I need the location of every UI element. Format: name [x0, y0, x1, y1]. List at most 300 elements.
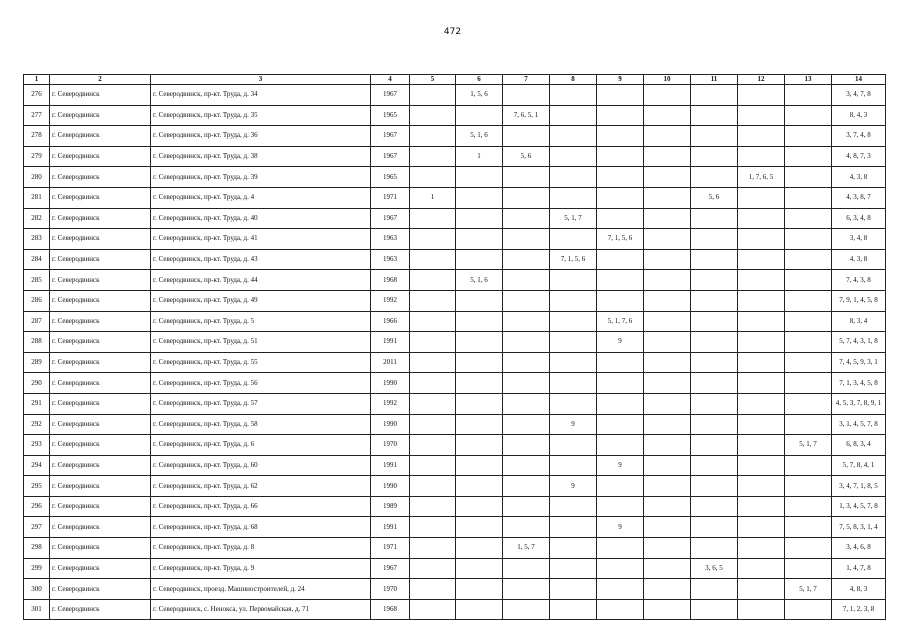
table-cell-col-5: [410, 85, 456, 106]
table-cell-col-11: [691, 270, 738, 291]
table-cell-col-4: 1965: [371, 105, 410, 126]
table-cell-col-4: 1967: [371, 126, 410, 147]
table-cell-col-12: [738, 311, 785, 332]
table-cell-col-6: [456, 496, 503, 517]
column-header-4: 4: [371, 75, 410, 85]
table-cell-col-14: 7, 1, 2, 3, 8: [832, 599, 886, 620]
table-cell-col-5: [410, 229, 456, 250]
table-cell-col-7: 5, 6: [503, 146, 550, 167]
table-cell-col-10: [644, 332, 691, 353]
table-cell-col-7: [503, 517, 550, 538]
table-cell-col-13: 5, 1, 7: [785, 435, 832, 456]
table-cell-col-3: г. Северодвинск, с. Ненокса, ул. Первомайская, д. 71: [151, 599, 371, 620]
table-cell-col-10: [644, 599, 691, 620]
table-cell-col-1: 301: [24, 599, 50, 620]
table-row: [24, 373, 886, 394]
table-cell-col-2: г. Северодвинск: [50, 187, 151, 208]
table-cell-col-1: 284: [24, 249, 50, 270]
table-cell-col-11: [691, 290, 738, 311]
table-cell-col-10: [644, 105, 691, 126]
table-cell-col-8: [550, 85, 597, 106]
column-header-8: 8: [550, 75, 597, 85]
table-cell-col-1: 291: [24, 393, 50, 414]
table-cell-col-1: 286: [24, 290, 50, 311]
table-cell-col-13: [785, 599, 832, 620]
table-cell-col-10: [644, 558, 691, 579]
table-cell-col-3: г. Северодвинск, пр-кт. Труда, д. 62: [151, 476, 371, 497]
table-cell-col-10: [644, 167, 691, 188]
table-cell-col-2: г. Северодвинск: [50, 167, 151, 188]
table-cell-col-2: г. Северодвинск: [50, 126, 151, 147]
table-cell-col-1: 279: [24, 146, 50, 167]
table-cell-col-14: 8, 3, 4: [832, 311, 886, 332]
table-cell-col-13: [785, 249, 832, 270]
table-cell-col-7: [503, 270, 550, 291]
table-cell-col-9: 9: [597, 455, 644, 476]
table-cell-col-1: 295: [24, 476, 50, 497]
table-cell-col-12: [738, 290, 785, 311]
table-cell-col-3: г. Северодвинск, пр-кт. Труда, д. 5: [151, 311, 371, 332]
table-cell-col-7: [503, 476, 550, 497]
table-cell-col-5: [410, 496, 456, 517]
table-cell-col-5: [410, 105, 456, 126]
table-cell-col-10: [644, 146, 691, 167]
table-cell-col-7: 7, 6, 5, 1: [503, 105, 550, 126]
table-cell-col-12: [738, 579, 785, 600]
table-cell-col-7: [503, 290, 550, 311]
table-cell-col-5: 1: [410, 187, 456, 208]
table-cell-col-1: 300: [24, 579, 50, 600]
table-cell-col-6: [456, 290, 503, 311]
column-header-5: 5: [410, 75, 456, 85]
table-cell-col-9: [597, 105, 644, 126]
table-cell-col-13: [785, 208, 832, 229]
table-cell-col-6: [456, 167, 503, 188]
column-header-13: 13: [785, 75, 832, 85]
table-cell-col-3: г. Северодвинск, пр-кт. Труда, д. 44: [151, 270, 371, 291]
table-cell-col-1: 298: [24, 538, 50, 559]
table-cell-col-9: [597, 167, 644, 188]
table-cell-col-8: [550, 105, 597, 126]
table-cell-col-9: [597, 414, 644, 435]
table-cell-col-6: [456, 332, 503, 353]
column-header-9: 9: [597, 75, 644, 85]
table-cell-col-1: 296: [24, 496, 50, 517]
table-cell-col-14: 4, 3, 8: [832, 249, 886, 270]
table-cell-col-11: [691, 496, 738, 517]
table-cell-col-13: [785, 290, 832, 311]
table-cell-col-7: [503, 311, 550, 332]
table-cell-col-7: [503, 167, 550, 188]
table-cell-col-3: г. Северодвинск, пр-кт. Труда, д. 41: [151, 229, 371, 250]
table-cell-col-5: [410, 538, 456, 559]
table-cell-col-2: г. Северодвинск: [50, 249, 151, 270]
table-cell-col-12: [738, 599, 785, 620]
table-cell-col-5: [410, 290, 456, 311]
table-cell-col-5: [410, 599, 456, 620]
table-cell-col-5: [410, 435, 456, 456]
table-cell-col-4: 1967: [371, 208, 410, 229]
table-cell-col-3: г. Северодвинск, пр-кт. Труда, д. 8: [151, 538, 371, 559]
table-cell-col-14: 1, 3, 4, 5, 7, 8: [832, 496, 886, 517]
table-row: [24, 249, 886, 270]
table-cell-col-2: г. Северодвинск: [50, 229, 151, 250]
table-cell-col-14: 4, 5, 3, 7, 8, 9, 1: [832, 393, 886, 414]
table-cell-col-1: 290: [24, 373, 50, 394]
table-cell-col-4: 1967: [371, 146, 410, 167]
table-cell-col-3: г. Северодвинск, пр-кт. Труда, д. 36: [151, 126, 371, 147]
table-cell-col-1: 299: [24, 558, 50, 579]
table-cell-col-1: 280: [24, 167, 50, 188]
table-cell-col-14: 7, 4, 5, 9, 3, 1: [832, 352, 886, 373]
table-cell-col-12: [738, 517, 785, 538]
table-row: [24, 435, 886, 456]
table-cell-col-12: [738, 249, 785, 270]
table-cell-col-13: [785, 167, 832, 188]
table-cell-col-3: г. Северодвинск, пр-кт. Труда, д. 68: [151, 517, 371, 538]
table-cell-col-2: г. Северодвинск: [50, 105, 151, 126]
table-cell-col-11: [691, 414, 738, 435]
table-cell-col-8: 7, 1, 5, 6: [550, 249, 597, 270]
table-cell-col-3: г. Северодвинск, пр-кт. Труда, д. 6: [151, 435, 371, 456]
table-cell-col-13: [785, 373, 832, 394]
table-cell-col-11: [691, 435, 738, 456]
table-cell-col-4: 1971: [371, 187, 410, 208]
table-cell-col-9: 9: [597, 332, 644, 353]
table-cell-col-10: [644, 352, 691, 373]
column-header-11: 11: [691, 75, 738, 85]
table-cell-col-9: [597, 496, 644, 517]
table-cell-col-7: [503, 352, 550, 373]
table-cell-col-3: г. Северодвинск, пр-кт. Труда, д. 4: [151, 187, 371, 208]
table-cell-col-3: г. Северодвинск, пр-кт. Труда, д. 40: [151, 208, 371, 229]
table-row: [24, 311, 886, 332]
table-cell-col-12: [738, 270, 785, 291]
table-cell-col-4: 1991: [371, 332, 410, 353]
table-cell-col-3: г. Северодвинск, пр-кт. Труда, д. 35: [151, 105, 371, 126]
table-cell-col-13: 5, 1, 7: [785, 579, 832, 600]
table-cell-col-11: [691, 476, 738, 497]
table-cell-col-7: [503, 599, 550, 620]
table-cell-col-5: [410, 558, 456, 579]
table-cell-col-8: [550, 352, 597, 373]
table-cell-col-2: г. Северодвинск: [50, 476, 151, 497]
table-cell-col-13: [785, 311, 832, 332]
table-cell-col-9: [597, 85, 644, 106]
table-cell-col-9: [597, 538, 644, 559]
table-cell-col-10: [644, 126, 691, 147]
table-cell-col-6: [456, 455, 503, 476]
table-cell-col-5: [410, 517, 456, 538]
table-cell-col-10: [644, 187, 691, 208]
table-cell-col-10: [644, 538, 691, 559]
table-cell-col-11: [691, 517, 738, 538]
table-cell-col-8: [550, 496, 597, 517]
table-cell-col-1: 283: [24, 229, 50, 250]
table-cell-col-1: 276: [24, 85, 50, 106]
table-cell-col-5: [410, 579, 456, 600]
table-cell-col-4: 1971: [371, 538, 410, 559]
table-cell-col-13: [785, 146, 832, 167]
table-cell-col-8: [550, 517, 597, 538]
table-cell-col-4: 1990: [371, 414, 410, 435]
table-cell-col-5: [410, 352, 456, 373]
table-cell-col-13: [785, 332, 832, 353]
table-cell-col-11: [691, 146, 738, 167]
table-cell-col-11: [691, 599, 738, 620]
table-cell-col-2: г. Северодвинск: [50, 208, 151, 229]
table-cell-col-12: [738, 476, 785, 497]
table-cell-col-10: [644, 579, 691, 600]
table-cell-col-13: [785, 393, 832, 414]
table-cell-col-8: [550, 311, 597, 332]
table-cell-col-10: [644, 208, 691, 229]
table-cell-col-7: [503, 229, 550, 250]
table-cell-col-8: [550, 270, 597, 291]
table-cell-col-13: [785, 187, 832, 208]
table-cell-col-9: [597, 270, 644, 291]
table-cell-col-2: г. Северодвинск: [50, 373, 151, 394]
table-cell-col-1: 277: [24, 105, 50, 126]
table-cell-col-7: [503, 85, 550, 106]
table-cell-col-11: [691, 332, 738, 353]
table-cell-col-14: 7, 9, 1, 4, 5, 8: [832, 290, 886, 311]
table-cell-col-8: [550, 393, 597, 414]
table-cell-col-2: г. Северодвинск: [50, 146, 151, 167]
table-cell-col-2: г. Северодвинск: [50, 538, 151, 559]
table-row: [24, 332, 886, 353]
table-cell-col-7: [503, 373, 550, 394]
table-cell-col-3: г. Северодвинск, пр-кт. Труда, д. 66: [151, 496, 371, 517]
table-cell-col-2: г. Северодвинск: [50, 332, 151, 353]
table-cell-col-2: г. Северодвинск: [50, 517, 151, 538]
table-row: [24, 270, 886, 291]
table-cell-col-13: [785, 105, 832, 126]
table-row: [24, 167, 886, 188]
page-number: 472: [443, 27, 462, 37]
table-cell-col-9: [597, 599, 644, 620]
table-cell-col-6: [456, 538, 503, 559]
table-cell-col-1: 293: [24, 435, 50, 456]
table-cell-col-3: г. Северодвинск, пр-кт. Труда, д. 60: [151, 455, 371, 476]
table-cell-col-13: [785, 126, 832, 147]
table-cell-col-14: 6, 3, 4, 8: [832, 208, 886, 229]
table-cell-col-12: 1, 7, 6, 5: [738, 167, 785, 188]
table-cell-col-11: [691, 229, 738, 250]
table-cell-col-7: [503, 126, 550, 147]
table-cell-col-14: 7, 4, 3, 8: [832, 270, 886, 291]
table-cell-col-9: [597, 208, 644, 229]
table-row: [24, 146, 886, 167]
table-cell-col-5: [410, 167, 456, 188]
table-cell-col-1: 287: [24, 311, 50, 332]
table-cell-col-2: г. Северодвинск: [50, 270, 151, 291]
table-cell-col-11: [691, 311, 738, 332]
table-cell-col-6: [456, 187, 503, 208]
table-cell-col-1: 288: [24, 332, 50, 353]
table-row: [24, 496, 886, 517]
table-cell-col-6: [456, 517, 503, 538]
table-cell-col-10: [644, 249, 691, 270]
table-cell-col-8: [550, 167, 597, 188]
table-cell-col-8: [550, 455, 597, 476]
table-cell-col-13: [785, 270, 832, 291]
table-cell-col-8: 9: [550, 414, 597, 435]
table-cell-col-6: [456, 105, 503, 126]
table-cell-col-12: [738, 85, 785, 106]
table-cell-col-8: [550, 435, 597, 456]
table-cell-col-12: [738, 229, 785, 250]
table-cell-col-4: 1966: [371, 311, 410, 332]
table-cell-col-7: [503, 496, 550, 517]
table-cell-col-9: [597, 187, 644, 208]
table-cell-col-3: г. Северодвинск, пр-кт. Труда, д. 39: [151, 167, 371, 188]
table-cell-col-1: 282: [24, 208, 50, 229]
table-row: [24, 393, 886, 414]
table-cell-col-7: [503, 249, 550, 270]
table-cell-col-9: [597, 435, 644, 456]
table-cell-col-11: [691, 105, 738, 126]
table-cell-col-12: [738, 373, 785, 394]
table-cell-col-5: [410, 414, 456, 435]
table-cell-col-9: [597, 476, 644, 497]
column-header-2: 2: [50, 75, 151, 85]
table-cell-col-9: [597, 126, 644, 147]
table-cell-col-6: [456, 476, 503, 497]
table-cell-col-11: [691, 373, 738, 394]
table-cell-col-11: 5, 6: [691, 187, 738, 208]
table-cell-col-12: [738, 146, 785, 167]
table-cell-col-1: 294: [24, 455, 50, 476]
table-cell-col-4: 1963: [371, 229, 410, 250]
table-cell-col-12: [738, 208, 785, 229]
table-row: [24, 85, 886, 106]
table-cell-col-6: [456, 414, 503, 435]
table-cell-col-1: 289: [24, 352, 50, 373]
table-cell-col-10: [644, 85, 691, 106]
table-cell-col-11: [691, 393, 738, 414]
table-cell-col-14: 4, 3, 8, 7: [832, 187, 886, 208]
table-cell-col-8: [550, 290, 597, 311]
table-cell-col-3: г. Северодвинск, пр-кт. Труда, д. 55: [151, 352, 371, 373]
table-cell-col-4: 1990: [371, 373, 410, 394]
table-cell-col-14: 4, 8, 7, 3: [832, 146, 886, 167]
table-cell-col-8: [550, 187, 597, 208]
table-cell-col-4: 1968: [371, 599, 410, 620]
table-cell-col-6: [456, 393, 503, 414]
table-cell-col-3: г. Северодвинск, пр-кт. Труда, д. 43: [151, 249, 371, 270]
table-cell-col-6: [456, 311, 503, 332]
table-row: [24, 352, 886, 373]
table-cell-col-6: [456, 208, 503, 229]
table-row: [24, 414, 886, 435]
table-cell-col-2: г. Северодвинск: [50, 435, 151, 456]
column-header-10: 10: [644, 75, 691, 85]
table-cell-col-3: г. Северодвинск, пр-кт. Труда, д. 38: [151, 146, 371, 167]
table-cell-col-6: 5, 1, 6: [456, 126, 503, 147]
table-row: [24, 105, 886, 126]
table-cell-col-7: [503, 414, 550, 435]
table-cell-col-13: [785, 558, 832, 579]
table-cell-col-2: г. Северодвинск: [50, 290, 151, 311]
table-cell-col-4: 1965: [371, 167, 410, 188]
table-cell-col-9: [597, 290, 644, 311]
table-cell-col-1: 297: [24, 517, 50, 538]
table-cell-col-6: [456, 373, 503, 394]
table-cell-col-6: 1: [456, 146, 503, 167]
table-cell-col-1: 278: [24, 126, 50, 147]
table-cell-col-4: 1992: [371, 393, 410, 414]
table-cell-col-7: [503, 393, 550, 414]
table-cell-col-14: 7, 1, 3, 4, 5, 8: [832, 373, 886, 394]
table-cell-col-13: [785, 538, 832, 559]
table-cell-col-10: [644, 229, 691, 250]
table-cell-col-10: [644, 373, 691, 394]
table-row: [24, 208, 886, 229]
table-cell-col-2: г. Северодвинск: [50, 599, 151, 620]
header-row: [24, 75, 886, 85]
table-cell-col-5: [410, 126, 456, 147]
table-cell-col-12: [738, 126, 785, 147]
table-cell-col-5: [410, 455, 456, 476]
table-row: [24, 517, 886, 538]
table-cell-col-12: [738, 105, 785, 126]
table-cell-col-8: 5, 1, 7: [550, 208, 597, 229]
table-cell-col-4: 1991: [371, 517, 410, 538]
table-cell-col-4: 1991: [371, 455, 410, 476]
table-cell-col-2: г. Северодвинск: [50, 455, 151, 476]
table-cell-col-2: г. Северодвинск: [50, 496, 151, 517]
table-cell-col-3: г. Северодвинск, пр-кт. Труда, д. 49: [151, 290, 371, 311]
table-row: [24, 538, 886, 559]
table-cell-col-11: [691, 538, 738, 559]
table-cell-col-3: г. Северодвинск, пр-кт. Труда, д. 56: [151, 373, 371, 394]
table-cell-col-4: 1970: [371, 435, 410, 456]
table-cell-col-8: [550, 126, 597, 147]
table-cell-col-7: [503, 332, 550, 353]
table-row: [24, 187, 886, 208]
table-cell-col-9: [597, 393, 644, 414]
table-row: [24, 599, 886, 620]
table-row: [24, 229, 886, 250]
table-cell-col-14: 5, 7, 8, 4, 1: [832, 455, 886, 476]
table-cell-col-12: [738, 393, 785, 414]
table-cell-col-6: [456, 599, 503, 620]
table-cell-col-8: 9: [550, 476, 597, 497]
table-cell-col-2: г. Северодвинск: [50, 414, 151, 435]
table-cell-col-5: [410, 311, 456, 332]
table-cell-col-13: [785, 85, 832, 106]
table-cell-col-14: 7, 5, 8, 3, 1, 4: [832, 517, 886, 538]
table-cell-col-3: г. Северодвинск, пр-кт. Труда, д. 9: [151, 558, 371, 579]
table-cell-col-5: [410, 249, 456, 270]
table-cell-col-4: 1968: [371, 270, 410, 291]
table-cell-col-4: 1967: [371, 558, 410, 579]
table-cell-col-11: [691, 126, 738, 147]
table-cell-col-14: 1, 4, 7, 8: [832, 558, 886, 579]
table-cell-col-5: [410, 373, 456, 394]
table-cell-col-13: [785, 414, 832, 435]
table-cell-col-5: [410, 146, 456, 167]
table-cell-col-13: [785, 517, 832, 538]
table-row: [24, 455, 886, 476]
table-cell-col-2: г. Северодвинск: [50, 85, 151, 106]
table-cell-col-10: [644, 393, 691, 414]
table-cell-col-1: 292: [24, 414, 50, 435]
table-cell-col-6: [456, 435, 503, 456]
column-header-12: 12: [738, 75, 785, 85]
table-cell-col-10: [644, 496, 691, 517]
